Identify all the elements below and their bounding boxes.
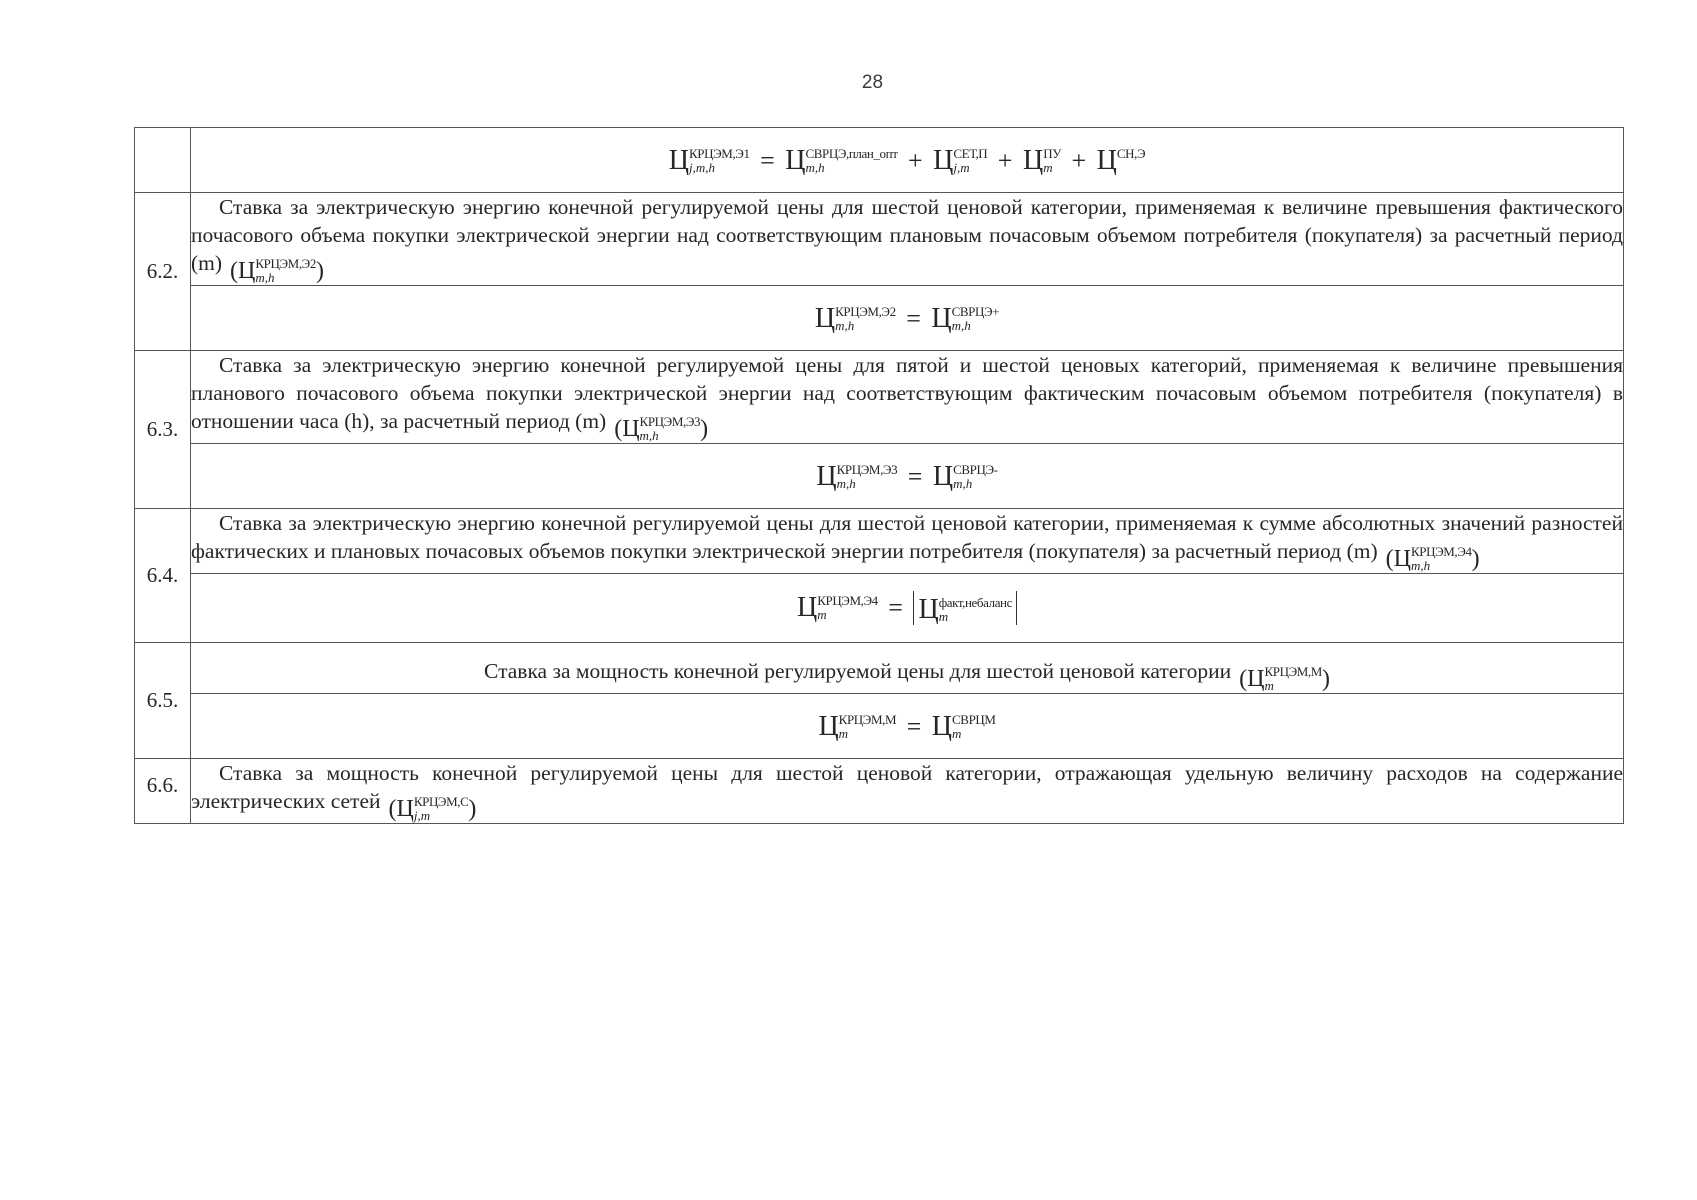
formula-m: Ц КРЦЭМ,М m = Ц СВРЦМ m (191, 694, 1624, 759)
inline-formula: (Ц КРЦЭМ,Э3 m,h ) (614, 414, 709, 444)
rates-table (134, 127, 1624, 824)
row-number: 6.2. (135, 193, 191, 351)
formula-e4: Ц КРЦЭМ,Э4 m = Ц факт,небаланс m (191, 574, 1624, 643)
page-number: 28 (861, 72, 884, 93)
table-row (135, 509, 1624, 574)
row-number: 6.6. (135, 759, 191, 824)
inline-formula: (Ц КРЦЭМ,С j,m ) (388, 794, 477, 824)
table-row (135, 643, 1624, 694)
table-row (135, 574, 1624, 643)
row-number: 6.5. (135, 643, 191, 759)
row-number: 6.4. (135, 509, 191, 643)
table-row (135, 759, 1624, 824)
formula-e2: Ц КРЦЭМ,Э2 m,h = Ц СВРЦЭ+ m,h (191, 286, 1624, 351)
table-row (135, 351, 1624, 444)
inline-formula: (Ц КРЦЭМ,М m ) (1239, 664, 1330, 694)
inline-formula: (Ц КРЦЭМ,Э2 m,h ) (230, 256, 324, 286)
table-row (135, 286, 1624, 351)
inline-formula: (Ц КРЦЭМ,Э4 m,h ) (1385, 544, 1480, 574)
rate-description: Ставка за электрическую энергию конечной регулируемой цены для шестой ценовой категории, применяемая к сумме абсолютных значений разностей фактических и плановых почасовых объемов покупки электрической энергии потребителя (покупателя) за расчетный период (m) (Ц КРЦЭМ,Э4 m,h ) (191, 509, 1624, 574)
rate-description: Ставка за электрическую энергию конечной регулируемой цены для пятой и шестой ценовых категорий, применяемая к величине превышения планового почасового объема покупки электрической энергии над соответствующим фактическим почасовым объемом потребителя (покупателя) в отношении часа (h), за расчетный период (m) (Ц КРЦЭМ,Э3 m,h ) (191, 351, 1624, 444)
table-row (135, 193, 1624, 286)
table-row (135, 694, 1624, 759)
rate-description: Ставка за мощность конечной регулируемой цены для шестой ценовой категории (Ц КРЦЭМ,М m ) (191, 643, 1624, 694)
table-row (135, 444, 1624, 509)
formula-e3: Ц КРЦЭМ,Э3 m,h = Ц СВРЦЭ- m,h (191, 444, 1624, 509)
row-number: 6.3. (135, 351, 191, 509)
absolute-value: Ц факт,небаланс m (913, 591, 1017, 625)
rate-description: Ставка за мощность конечной регулируемой цены для шестой ценовой категории, отражающая удельную величину расходов на содержание электрических сетей (Ц КРЦЭМ,С j,m ) (191, 759, 1624, 824)
table-row (135, 128, 1624, 193)
row-number-cell (135, 128, 191, 193)
rate-description: Ставка за электрическую энергию конечной регулируемой цены для шестой ценовой категории, применяемая к величине превышения фактического почасового объема покупки электрической энергии над соответствующим плановым почасовым объемом потребителя (покупателя) за расчетный период (m) (Ц КРЦЭМ,Э2 m,h ) (191, 193, 1624, 286)
formula-e1: Ц КРЦЭМ,Э1 j,m,h = Ц СВРЦЭ,план_опт m,h + Ц СЕТ,П j,m + Ц ПУ m + Ц СН,Э (191, 128, 1624, 193)
